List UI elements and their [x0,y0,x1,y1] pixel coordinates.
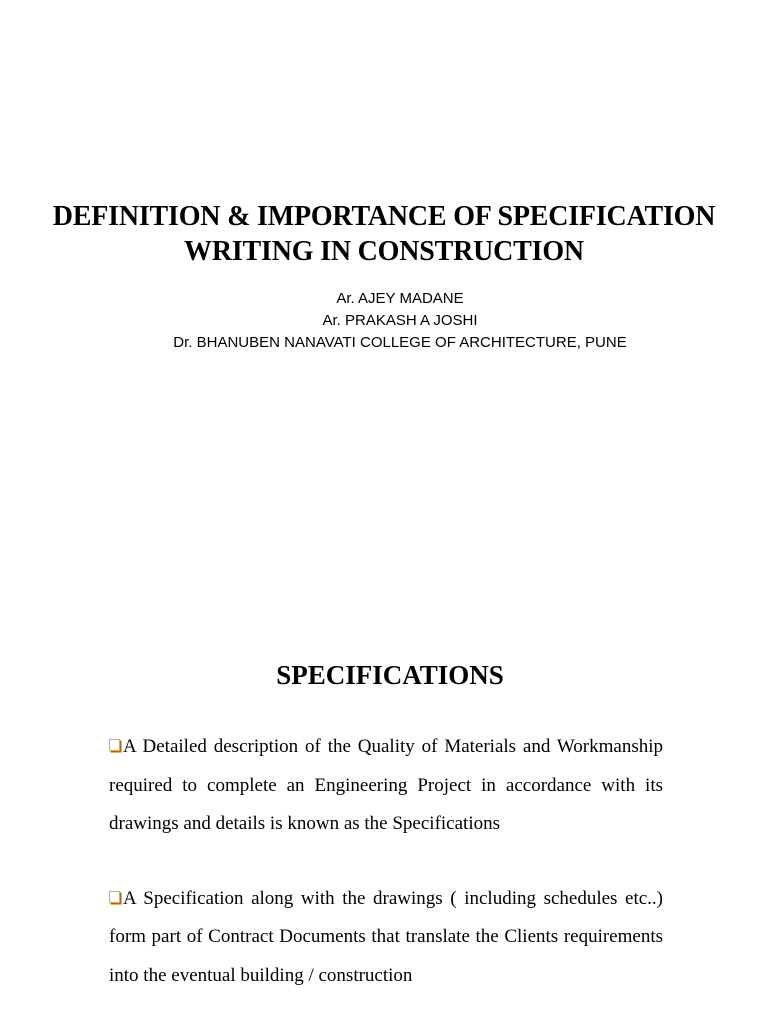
author-2: Ar. PRAKASH A JOSHI [322,312,478,329]
specifications-slide [0,576,768,1024]
presentation-title [0,199,768,269]
bullet-text-1: A Detailed description of the Quality of Materials and Workmanship required to complete an Engineering Project in accordance with its drawings and details is known as the Specifications [109,736,663,834]
section-heading: SPECIFICATIONS [276,660,504,691]
bullet-item-1 [109,728,663,844]
bullet-list [109,728,663,1031]
square-bullet-icon [109,891,120,903]
bullet-text-2: A Specification along with the drawings ( including schedules etc..) form part of Contract Documents that translate the Clients requirements into the eventual building / construction [109,887,663,986]
author-list [0,288,768,354]
author-1: Ar. AJEY MADANE [336,290,464,307]
institution: Dr. BHANUBEN NANAVATI COLLEGE OF ARCHITECTURE, PUNE [173,334,627,351]
square-bullet-icon [109,739,120,751]
bullet-item-2 [109,880,663,996]
title-line-1: DEFINITION & IMPORTANCE OF SPECIFICATION [52,200,716,232]
title-line-2: WRITING IN CONSTRUCTION [184,235,584,267]
